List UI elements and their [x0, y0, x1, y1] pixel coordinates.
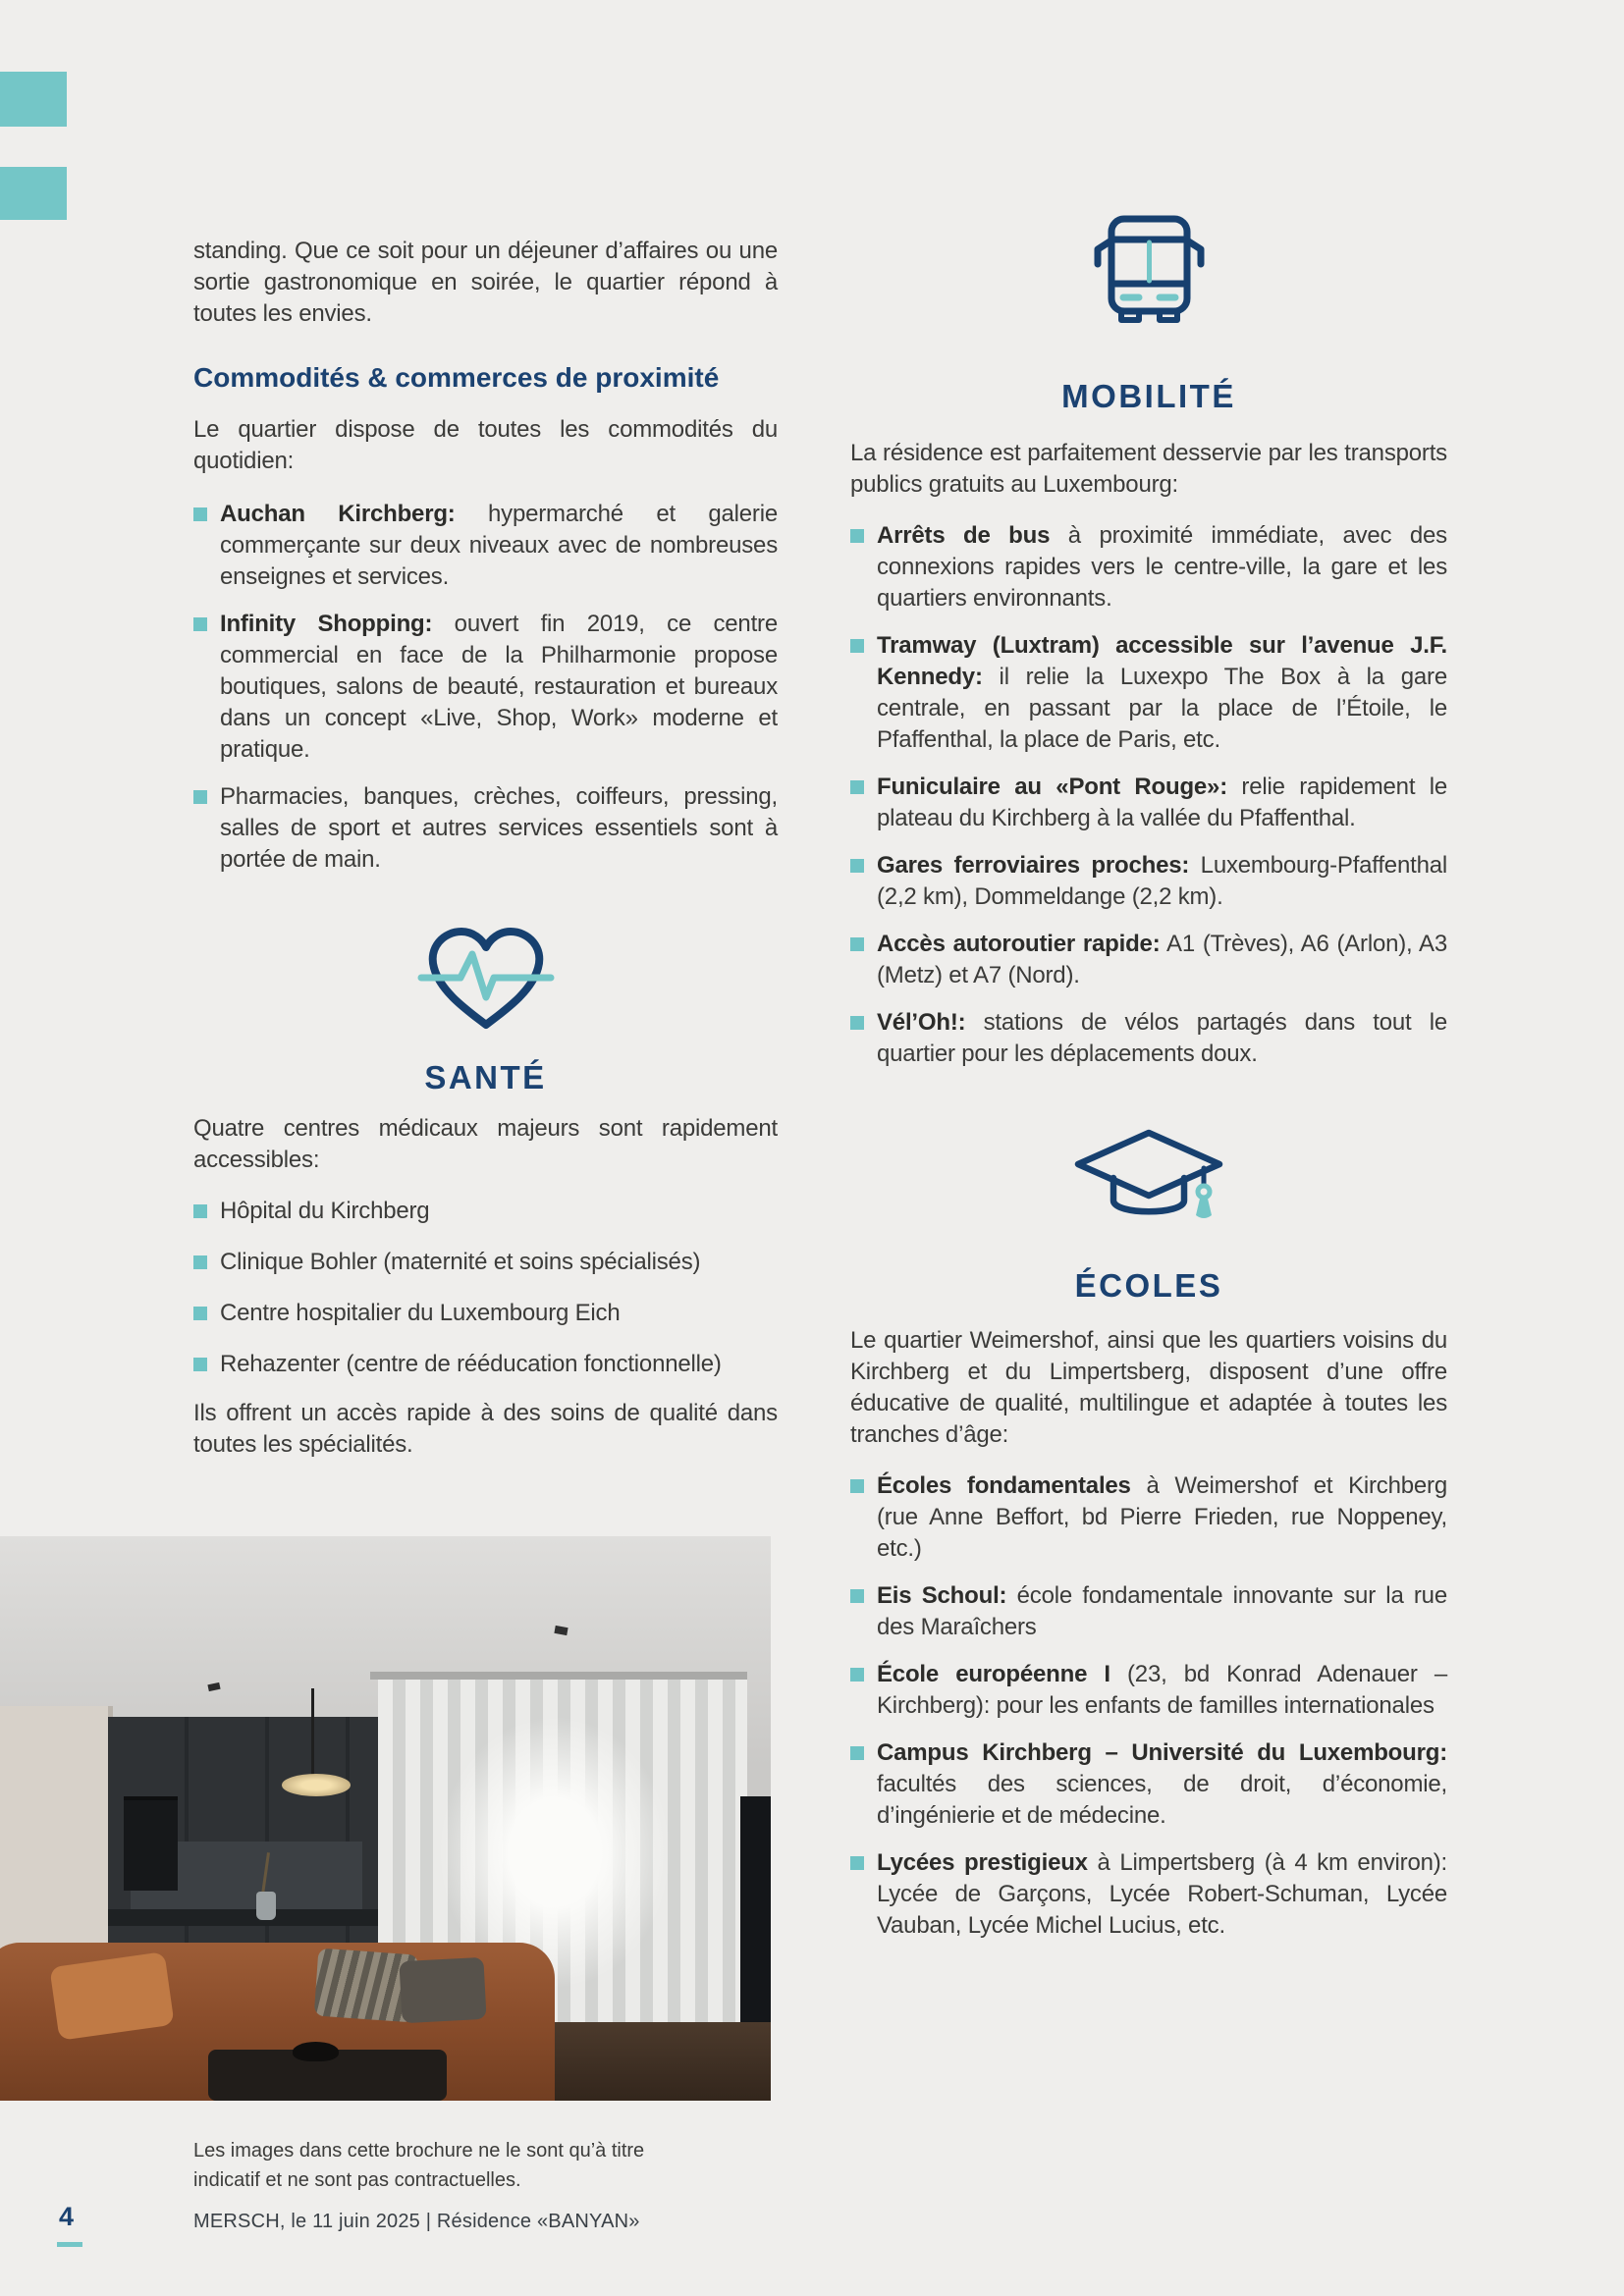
list-item [850, 850, 1447, 913]
mobilite-heading: MOBILITÉ [1061, 378, 1236, 414]
photo-vase [256, 1892, 276, 1920]
bullet-square-icon [850, 859, 864, 873]
photo-caption: Les images dans cette brochure ne le sont qu’à titre indicatif et ne sont pas contractuelles. [193, 2140, 645, 2191]
sante-heading: SANTÉ [424, 1059, 547, 1095]
list-item [850, 1007, 1447, 1070]
list-item [850, 520, 1447, 614]
list-item-lead: Infinity Shopping: [220, 611, 433, 637]
list-item-text: à Limpertsberg (à 4 km environ): Lycée de Garçons, Lycée Robert-Schuman, Lycée Vauban, Lycée Michel Lucius, etc. [877, 1849, 1448, 1939]
bullet-square-icon [850, 937, 864, 951]
photo-pendant-lamp [282, 1774, 352, 1796]
list-item [850, 929, 1447, 991]
list-item [850, 1470, 1447, 1565]
interior-photo [0, 1536, 771, 2101]
list-item-text: (23, bd Konrad Adenauer – Kirchberg): pour les enfants de familles internationales [877, 1661, 1447, 1719]
teal-corner-square-top [0, 72, 67, 127]
bullet-square-icon [850, 1668, 864, 1682]
mobilite-lead: La résidence est parfaitement desservie par les transports publics gratuits au Luxembourg: [850, 440, 1447, 498]
list-item [193, 781, 778, 876]
list-item-text: Clinique Bohler (maternité et soins spécialisés) [220, 1249, 701, 1275]
bullet-square-icon [850, 529, 864, 543]
list-item-text: stations de vélos partagés dans tout le quartier pour les déplacements doux. [877, 1009, 1447, 1067]
photo-curtain-rail [370, 1672, 748, 1680]
commodites-lead: Le quartier dispose de toutes les commodités du quotidien: [193, 416, 778, 474]
list-item-lead: Eis Schoul: [877, 1582, 1007, 1609]
bullet-square-icon [850, 1479, 864, 1493]
mobilite-list [850, 520, 1447, 1070]
bullet-square-icon [193, 790, 207, 804]
list-item-lead: École européenne I [877, 1661, 1110, 1687]
list-item-lead: Vél’Oh!: [877, 1009, 966, 1036]
footer-text: MERSCH, le 11 juin 2025 | Résidence «BANYAN» [193, 2211, 640, 2232]
list-item [193, 1196, 778, 1227]
list-item [850, 1847, 1447, 1942]
list-item-lead: Lycées prestigieux [877, 1849, 1088, 1876]
left-column [193, 0, 778, 1461]
heart-pulse-icon [417, 919, 555, 1039]
list-item-text: Luxembourg-Pfaffenthal (2,2 km), Dommeldange (2,2 km). [877, 852, 1448, 910]
photo-oven [124, 1796, 178, 1891]
list-item-text: il relie la Luxexpo The Box à la gare centrale, en passant par la place de l’Étoile, le Pfaffenthal, la place de Paris, etc. [877, 664, 1447, 753]
list-item-text: A1 (Trèves), A6 (Arlon), A3 (Metz) et A7 (Nord). [877, 931, 1447, 988]
bullet-square-icon [193, 1204, 207, 1218]
bullet-square-icon [850, 639, 864, 653]
right-column [850, 0, 1447, 1942]
list-item-lead: Funiculaire au «Pont Rouge»: [877, 774, 1227, 800]
list-item-lead: Accès autoroutier rapide: [877, 931, 1161, 957]
list-item-text: relie rapidement le plateau du Kirchberg à la vallée du Pfaffenthal. [877, 774, 1447, 831]
list-item [850, 1659, 1447, 1722]
list-item-text: Pharmacies, banques, crèches, coiffeurs, pressing, salles de sport et autres services essentiels sont à portée de main. [220, 783, 778, 873]
bullet-square-icon [193, 1358, 207, 1371]
list-item-lead: Écoles fondamentales [877, 1472, 1131, 1499]
photo-pendant-cord [311, 1688, 314, 1779]
mobilite-icon-row [850, 209, 1447, 332]
list-item-text: Rehazenter (centre de rééducation fonctionnelle) [220, 1351, 722, 1377]
list-item [193, 1298, 778, 1329]
list-item [850, 630, 1447, 756]
list-item [193, 609, 778, 766]
ecoles-list [850, 1470, 1447, 1942]
ecoles-heading: ÉCOLES [1074, 1267, 1223, 1304]
list-item-text: hypermarché et galerie commerçante sur deux niveaux avec de nombreuses enseignes et services. [220, 501, 779, 590]
photo-counter [108, 1909, 386, 1926]
intro-paragraph: standing. Que ce soit pour un déjeuner d’affaires ou une sortie gastronomique en soirée, le quartier répond à toutes les envies. [193, 238, 778, 327]
list-item [193, 1349, 778, 1380]
sante-list [193, 1196, 778, 1380]
bullet-square-icon [193, 507, 207, 521]
list-item [850, 1580, 1447, 1643]
list-item-lead: Gares ferroviaires proches: [877, 852, 1190, 879]
bullet-square-icon [850, 1016, 864, 1030]
list-item-text: Hôpital du Kirchberg [220, 1198, 430, 1224]
list-item-text: à proximité immédiate, avec des connexions rapides vers le centre-ville, la gare et les quartiers environnants. [877, 522, 1447, 612]
list-item [193, 499, 778, 593]
list-item-text: Centre hospitalier du Luxembourg Eich [220, 1300, 621, 1326]
list-item [850, 1737, 1447, 1832]
bullet-square-icon [850, 780, 864, 794]
list-item-text: à Weimershof et Kirchberg (rue Anne Beffort, bd Pierre Frieden, rue Noppeney, etc.) [877, 1472, 1447, 1562]
list-item [193, 1247, 778, 1278]
list-item-text: facultés des sciences, de droit, d’économie, d’ingénierie et de médecine. [877, 1771, 1447, 1829]
list-item-text: école fondamentale innovante sur la rue des Maraîchers [877, 1582, 1447, 1640]
bullet-square-icon [850, 1856, 864, 1870]
sante-outro: Ils offrent un accès rapide à des soins de qualité dans toutes les spécialités. [193, 1400, 778, 1458]
bullet-square-icon [850, 1746, 864, 1760]
list-item-lead: Auchan Kirchberg: [220, 501, 456, 527]
list-item-lead: Tramway (Luxtram) accessible sur l’avenue J.F. Kennedy: [877, 632, 1447, 690]
graduation-cap-icon [1070, 1127, 1227, 1225]
sante-lead: Quatre centres médicaux majeurs sont rapidement accessibles: [193, 1115, 778, 1173]
photo-bowl [293, 2042, 339, 2061]
ecoles-icon-row [850, 1127, 1447, 1225]
list-item-lead: Arrêts de bus [877, 522, 1051, 549]
bus-front-icon [1088, 209, 1211, 332]
list-item-lead: Campus Kirchberg – Université du Luxembourg: [877, 1739, 1447, 1766]
bullet-square-icon [193, 617, 207, 631]
bullet-square-icon [193, 1307, 207, 1320]
list-item-text: ouvert fin 2019, ce centre commercial en face de la Philharmonie propose boutiques, salons de beauté, restauration et bureaux dans un concept «Live, Shop, Work» moderne et pratique. [220, 611, 778, 763]
list-item [850, 772, 1447, 834]
page-number: 4 [59, 2202, 75, 2231]
photo-sofa-cushion [400, 1957, 488, 2024]
teal-corner-square-bottom [0, 167, 67, 220]
page-number-underline [57, 2242, 82, 2247]
commodites-list [193, 499, 778, 876]
bullet-square-icon [850, 1589, 864, 1603]
ecoles-lead: Le quartier Weimershof, ainsi que les quartiers voisins du Kirchberg et du Limpertsberg, disposent d’une offre éducative de qualité, multilingue et adaptée à toutes les tranches d’âge: [850, 1327, 1447, 1448]
commodites-heading: Commodités & commerces de proximité [193, 362, 720, 393]
sante-icon-row [193, 919, 778, 1039]
bullet-square-icon [193, 1255, 207, 1269]
